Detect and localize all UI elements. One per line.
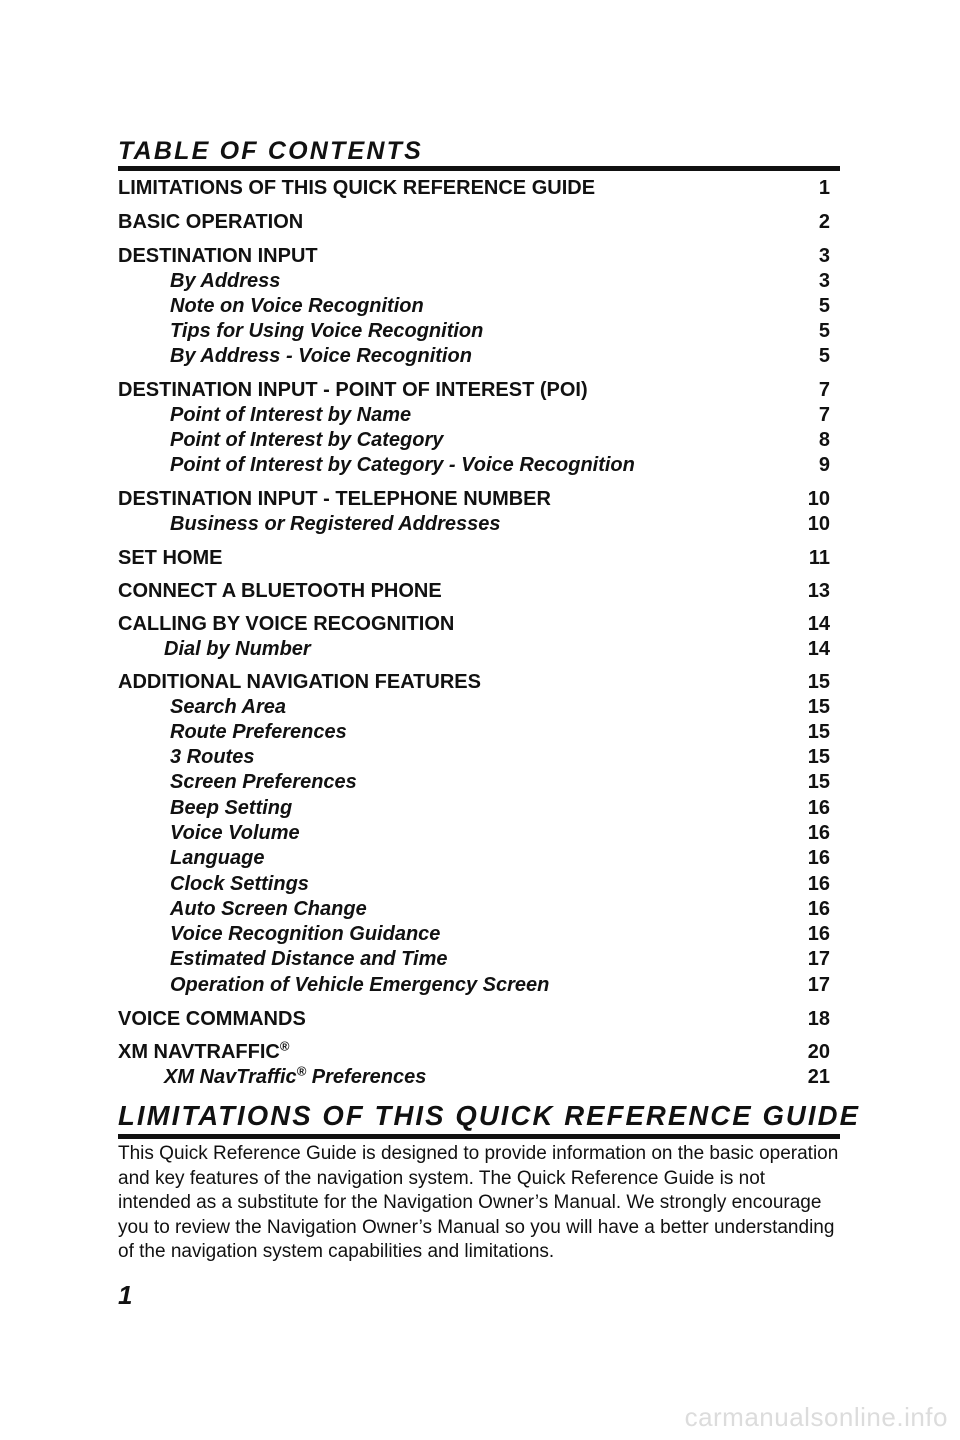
toc-entry <box>118 1064 830 1090</box>
toc-entry <box>118 795 830 821</box>
toc-entry-title <box>118 545 222 571</box>
toc-entry-title <box>170 427 443 453</box>
toc-entry <box>118 946 830 972</box>
toc-entry-title-text: Search Area <box>170 696 286 718</box>
toc-entry-title-text: Note on Voice Recognition <box>170 295 424 317</box>
toc-entry-page: 16 <box>807 898 830 920</box>
section-heading-rule <box>118 1134 840 1139</box>
toc-entry-title <box>170 744 254 770</box>
toc-entry-page: 2 <box>818 211 830 233</box>
registered-mark: ® <box>279 1038 290 1054</box>
toc-entry-title <box>170 896 367 922</box>
toc-entry <box>118 209 830 235</box>
toc-entry-page: 3 <box>818 270 830 292</box>
toc-entry-title-text: ADDITIONAL NAVIGATION FEATURES <box>118 671 481 693</box>
toc-entry <box>118 972 830 998</box>
toc-entry-title <box>170 293 424 319</box>
toc-entry-title <box>170 946 448 972</box>
toc-entry-page: 15 <box>807 671 830 693</box>
toc-entry <box>118 694 830 720</box>
toc-entry <box>118 611 830 637</box>
toc-entry-title <box>118 1039 289 1065</box>
toc-entry <box>118 268 830 294</box>
toc-entry-title-text: DESTINATION INPUT - POINT OF INTEREST (POI) <box>118 379 588 401</box>
toc-entry-title-text: Point of Interest by Category <box>170 429 444 451</box>
toc-entry-title <box>118 611 454 637</box>
toc-entry <box>118 921 830 947</box>
toc-entry <box>118 452 830 478</box>
toc-entry-title-text: Voice Recognition Guidance <box>170 923 441 945</box>
toc-entry-title-text: Language <box>170 847 265 869</box>
toc-entry-page: 18 <box>807 1008 830 1030</box>
toc-entry-title <box>170 719 347 745</box>
toc-entry <box>118 486 830 512</box>
toc-entry-title-text: Point of Interest by Name <box>170 404 412 426</box>
toc-entry-page: 10 <box>807 513 830 535</box>
toc-entry-title-text: Estimated Distance and Time <box>170 948 448 970</box>
toc-entry-page: 14 <box>807 613 830 635</box>
toc-entry-title <box>164 636 311 662</box>
toc-entry-page: 15 <box>807 696 830 718</box>
toc-entry <box>118 896 830 922</box>
toc-entry <box>118 669 830 695</box>
toc-entry-title-text: Clock Settings <box>170 873 309 895</box>
toc-entry-page: 15 <box>807 771 830 793</box>
toc-entry-title-text: SET HOME <box>118 547 223 569</box>
toc-entry-page: 5 <box>818 345 830 367</box>
toc-entry-title-text: Route Preferences <box>170 721 347 743</box>
toc-entry <box>118 1006 830 1032</box>
toc-entry-title-suffix: Preferences <box>306 1066 427 1088</box>
section-body: This Quick Reference Guide is designed to provide information on the basic operation and key features of the navigation system. The Quick Reference Guide is not intended as a substitute for the Navigation Owner’s Manual. We strongly encourage you to review the Navigation Owner’s Manual so you will have a better understanding of the navigation system capabilities and limitations. <box>118 1143 839 1263</box>
toc-entry-title-text: Tips for Using Voice Recognition <box>170 320 484 342</box>
toc-entry-title <box>170 343 472 369</box>
toc-entry <box>118 820 830 846</box>
toc-entry-title <box>170 402 411 428</box>
toc-entry-page: 7 <box>818 379 830 401</box>
toc-entry-title-text: Auto Screen Change <box>170 898 367 920</box>
toc-entry-title <box>118 209 303 235</box>
toc-entry <box>118 243 830 269</box>
toc-entry-title-text: DESTINATION INPUT <box>118 245 318 267</box>
toc-entry-title-text: DESTINATION INPUT - TELEPHONE NUMBER <box>118 488 551 510</box>
toc-entry-title-text: Business or Registered Addresses <box>170 513 501 535</box>
toc-entry-page: 7 <box>818 404 830 426</box>
toc-entry-title <box>164 1064 426 1090</box>
toc-entry-title <box>118 377 588 403</box>
toc-entry <box>118 293 830 319</box>
toc-entry <box>118 318 830 344</box>
toc-entry-page: 15 <box>807 721 830 743</box>
toc-entry-page: 8 <box>818 429 830 451</box>
toc-entry-page: 5 <box>818 320 830 342</box>
toc-entry-title <box>118 486 551 512</box>
toc-entry-page: 10 <box>807 488 830 510</box>
toc-entry-title <box>170 268 280 294</box>
toc-entry <box>118 578 830 604</box>
toc-entry-page: 21 <box>807 1066 830 1088</box>
toc-entry-title <box>170 318 483 344</box>
section-heading: LIMITATIONS OF THIS QUICK REFERENCE GUIDE <box>118 1100 861 1131</box>
toc-entry-page: 3 <box>818 245 830 267</box>
toc-entry-title-text: CONNECT A BLUETOOTH PHONE <box>118 580 442 602</box>
toc-entry <box>118 511 830 537</box>
toc-entry-page: 17 <box>807 974 830 996</box>
toc-entry-title-text: CALLING BY VOICE RECOGNITION <box>118 613 455 635</box>
toc-entry-page: 15 <box>807 746 830 768</box>
toc-entry-title-text: 3 Routes <box>170 746 255 768</box>
toc-entry-page: 1 <box>818 177 830 199</box>
toc-heading: TABLE OF CONTENTS <box>118 137 423 165</box>
toc-entry-title <box>170 694 286 720</box>
toc-entry <box>118 845 830 871</box>
toc-entry-title-text: Screen Preferences <box>170 771 357 793</box>
toc-entry-page: 16 <box>807 797 830 819</box>
toc-entry-title-text: LIMITATIONS OF THIS QUICK REFERENCE GUIDE <box>118 177 596 199</box>
toc-entry <box>118 636 830 662</box>
toc-entry <box>118 545 830 571</box>
toc-entry-title-text: Beep Setting <box>170 797 293 819</box>
toc-entry-page: 16 <box>807 822 830 844</box>
toc-entry-title-text: XM NavTraffic <box>164 1066 297 1088</box>
toc-entry <box>118 402 830 428</box>
toc-entry-title <box>118 669 481 695</box>
toc-entry <box>118 1039 830 1065</box>
toc-entry-title <box>118 175 595 201</box>
registered-mark: ® <box>296 1063 307 1079</box>
toc-entry-page: 16 <box>807 923 830 945</box>
toc-entry-title-text: By Address <box>170 270 281 292</box>
toc-entry <box>118 769 830 795</box>
toc-entry-page: 17 <box>807 948 830 970</box>
toc-entry <box>118 719 830 745</box>
toc-entry-page: 11 <box>808 547 830 569</box>
toc-entry-page: 13 <box>807 580 830 602</box>
toc-entry-title <box>118 578 442 604</box>
toc-entry-title <box>170 769 357 795</box>
toc-entry <box>118 744 830 770</box>
toc-entry-title <box>170 795 292 821</box>
toc-entry-page: 16 <box>807 873 830 895</box>
toc-entry <box>118 427 830 453</box>
toc-entry-title <box>170 820 300 846</box>
toc-entry-title-text: Dial by Number <box>164 638 311 660</box>
toc-entry-page: 9 <box>818 454 830 476</box>
toc-entry-title <box>170 921 440 947</box>
toc-entry-title <box>118 243 318 269</box>
toc-entry-title-text: VOICE COMMANDS <box>118 1008 306 1030</box>
toc-entry-page: 20 <box>807 1041 830 1063</box>
toc-entry-title-text: Point of Interest by Category - Voice Recognition <box>170 454 635 476</box>
toc-entry-title-text: By Address - Voice Recognition <box>170 345 472 367</box>
toc-entry <box>118 377 830 403</box>
toc-entry-title-text: XM NAVTRAFFIC <box>118 1041 280 1063</box>
toc-entry-page: 14 <box>807 638 830 660</box>
toc-entry-page: 16 <box>807 847 830 869</box>
toc-entry-title <box>170 972 549 998</box>
toc-entry <box>118 343 830 369</box>
toc-entry-title <box>118 1006 306 1032</box>
toc-entry-title-text: Voice Volume <box>170 822 300 844</box>
page-number: 1 <box>118 1280 133 1310</box>
toc-entry <box>118 175 830 201</box>
toc-entry-title <box>170 871 309 897</box>
toc-entry-title <box>170 511 501 537</box>
toc-entry-title <box>170 452 635 478</box>
toc-entry-title-text: Operation of Vehicle Emergency Screen <box>170 974 550 996</box>
toc-entry-title-text: BASIC OPERATION <box>118 211 304 233</box>
toc-entry-title <box>170 845 264 871</box>
watermark: carmanualsonline.info <box>684 1402 948 1432</box>
toc-entry <box>118 871 830 897</box>
toc-entry-page: 5 <box>818 295 830 317</box>
